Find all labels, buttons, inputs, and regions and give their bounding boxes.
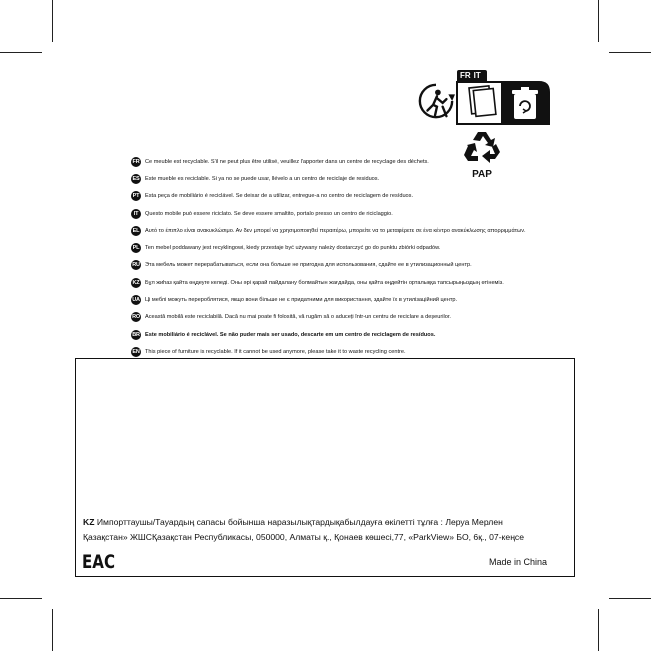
lang-badge-kz: KZ (132, 279, 140, 286)
lang-badge-en: EN (132, 348, 140, 355)
crop-mark-top-left-v (52, 0, 53, 42)
importer-info-text (83, 515, 553, 544)
lang-badge-pl: PL (132, 245, 140, 252)
triman-logo-icon (417, 82, 455, 120)
lang-badge-ro: RO (132, 314, 140, 321)
lang-text-es: Este mueble es reciclable. Si ya no se puede usar, llévelo a un centro de reciclaje de residuos. (145, 175, 380, 182)
lang-text-ua: Ці меблі можуть перероблятися, якщо вони більше не є придатними для використання, здайте їх в утилізаційний центр. (145, 297, 458, 304)
crop-mark-top-right-h (609, 52, 651, 53)
crop-mark-top-right-v (598, 0, 599, 42)
list-item (131, 170, 551, 187)
list-item (131, 222, 551, 239)
info-tri-block (455, 70, 551, 125)
lang-text-fr: Ce meuble est recyclable. S'il ne peut plus être utilisé, veuillez l'apporter dans un centre de recyclage des déchets. (145, 158, 429, 165)
lang-text-el: Αυτό το έπιπλο είναι ανακυκλώσιμο. Αν δεν μπορεί να χρησιμοποιηθεί περαιτέρω, μπορείτε να το μεταφέρετε σε ένα κέντρο ανακύκλωσης απορριμμάτων. (145, 227, 526, 234)
lang-badge-pt: PT (132, 193, 140, 200)
lang-text-br: Este mobiliário é reciclável. Se não puder mais ser usado, descarte em um centro de reciclagem de resíduos. (145, 331, 436, 338)
list-item (131, 205, 551, 222)
list-item (131, 239, 551, 256)
lang-badge-es: ES (132, 175, 140, 182)
list-item (131, 153, 551, 170)
recycling-instructions-list (131, 153, 551, 361)
list-item (131, 188, 551, 205)
list-item (131, 326, 551, 343)
kz-code: KZ (83, 517, 95, 527)
list-item (131, 274, 551, 291)
lang-badge-it: IT (131, 209, 141, 219)
lang-badge-ua: UA (132, 297, 140, 304)
crop-mark-bottom-left-v (52, 609, 53, 651)
lang-text-ro: Această mobilă este reciclabilă. Dacă nu mai poate fi folosită, vă rugăm să o aduceți într-un centru de reciclare a deșeurilor. (145, 314, 451, 321)
lang-tag-fr: FR (460, 71, 471, 80)
eac-logo-icon (82, 551, 116, 573)
info-tri-icon (455, 70, 551, 125)
lang-text-kz: Бұл жиһаз қайта өңдеуге келеді. Оны әрі қарай пайдалану болмайтын жағдайда, оны қайта өңдейтін орталыққа тапсырыңыздың өтінеміз. (145, 279, 504, 286)
list-item (131, 309, 551, 326)
importer-line-2: Қазақстан» ЖШСҚазақстан Республикасы, 050000, Алматы қ., Қонаев көшесі,77, «ParkView» БО, 6қ., 07-кеңсе (83, 531, 525, 542)
crop-mark-bottom-right-h (609, 598, 651, 599)
lang-text-it: Questo mobile può essere riciclato. Se deve essere smaltito, portalo presso un centro de riciclaggio. (145, 210, 393, 217)
importer-info-frame (75, 358, 575, 577)
crop-mark-bottom-left-h (0, 598, 42, 599)
lang-badge-ru: RU (132, 262, 140, 269)
lang-tag-it: IT (473, 71, 481, 80)
pap-label: PAP (472, 169, 492, 180)
lang-badge-el: EL (132, 227, 140, 234)
list-item (131, 291, 551, 308)
lang-text-pt: Esta peça de mobiliário é reciclável. Se deixar de a utilizar, entregue-a no centro de reciclagem de resíduos. (145, 193, 414, 200)
eac-label: EAC (82, 551, 115, 573)
lang-text-en: This piece of furniture is recyclable. If it cannot be used anymore, please take it to waste recycling centre. (145, 348, 406, 355)
crop-mark-top-left-h (0, 52, 42, 53)
lang-text-ru: Эта мебель может перерабатываться, если она больше не пригодна для использования, сдайте ее в утилизационный центр. (145, 262, 472, 269)
importer-line-1: Импорттаушы/Тауардың сапасы бойынша наразылықтардықабылдауға өкілетті тұлға : Леруа Мерлен (94, 517, 503, 527)
list-item (131, 257, 551, 274)
lang-text-pl: Ten mebel poddawany jest recyklingowi, kiedy przestaje być używany należy dostarczyć go do punktu zbiórki odpadów. (145, 245, 441, 252)
lang-badge-br: BR (132, 331, 140, 338)
lang-badge-fr: FR (132, 158, 140, 165)
made-in-label: Made in China (489, 557, 548, 567)
crop-mark-bottom-right-v (598, 609, 599, 651)
